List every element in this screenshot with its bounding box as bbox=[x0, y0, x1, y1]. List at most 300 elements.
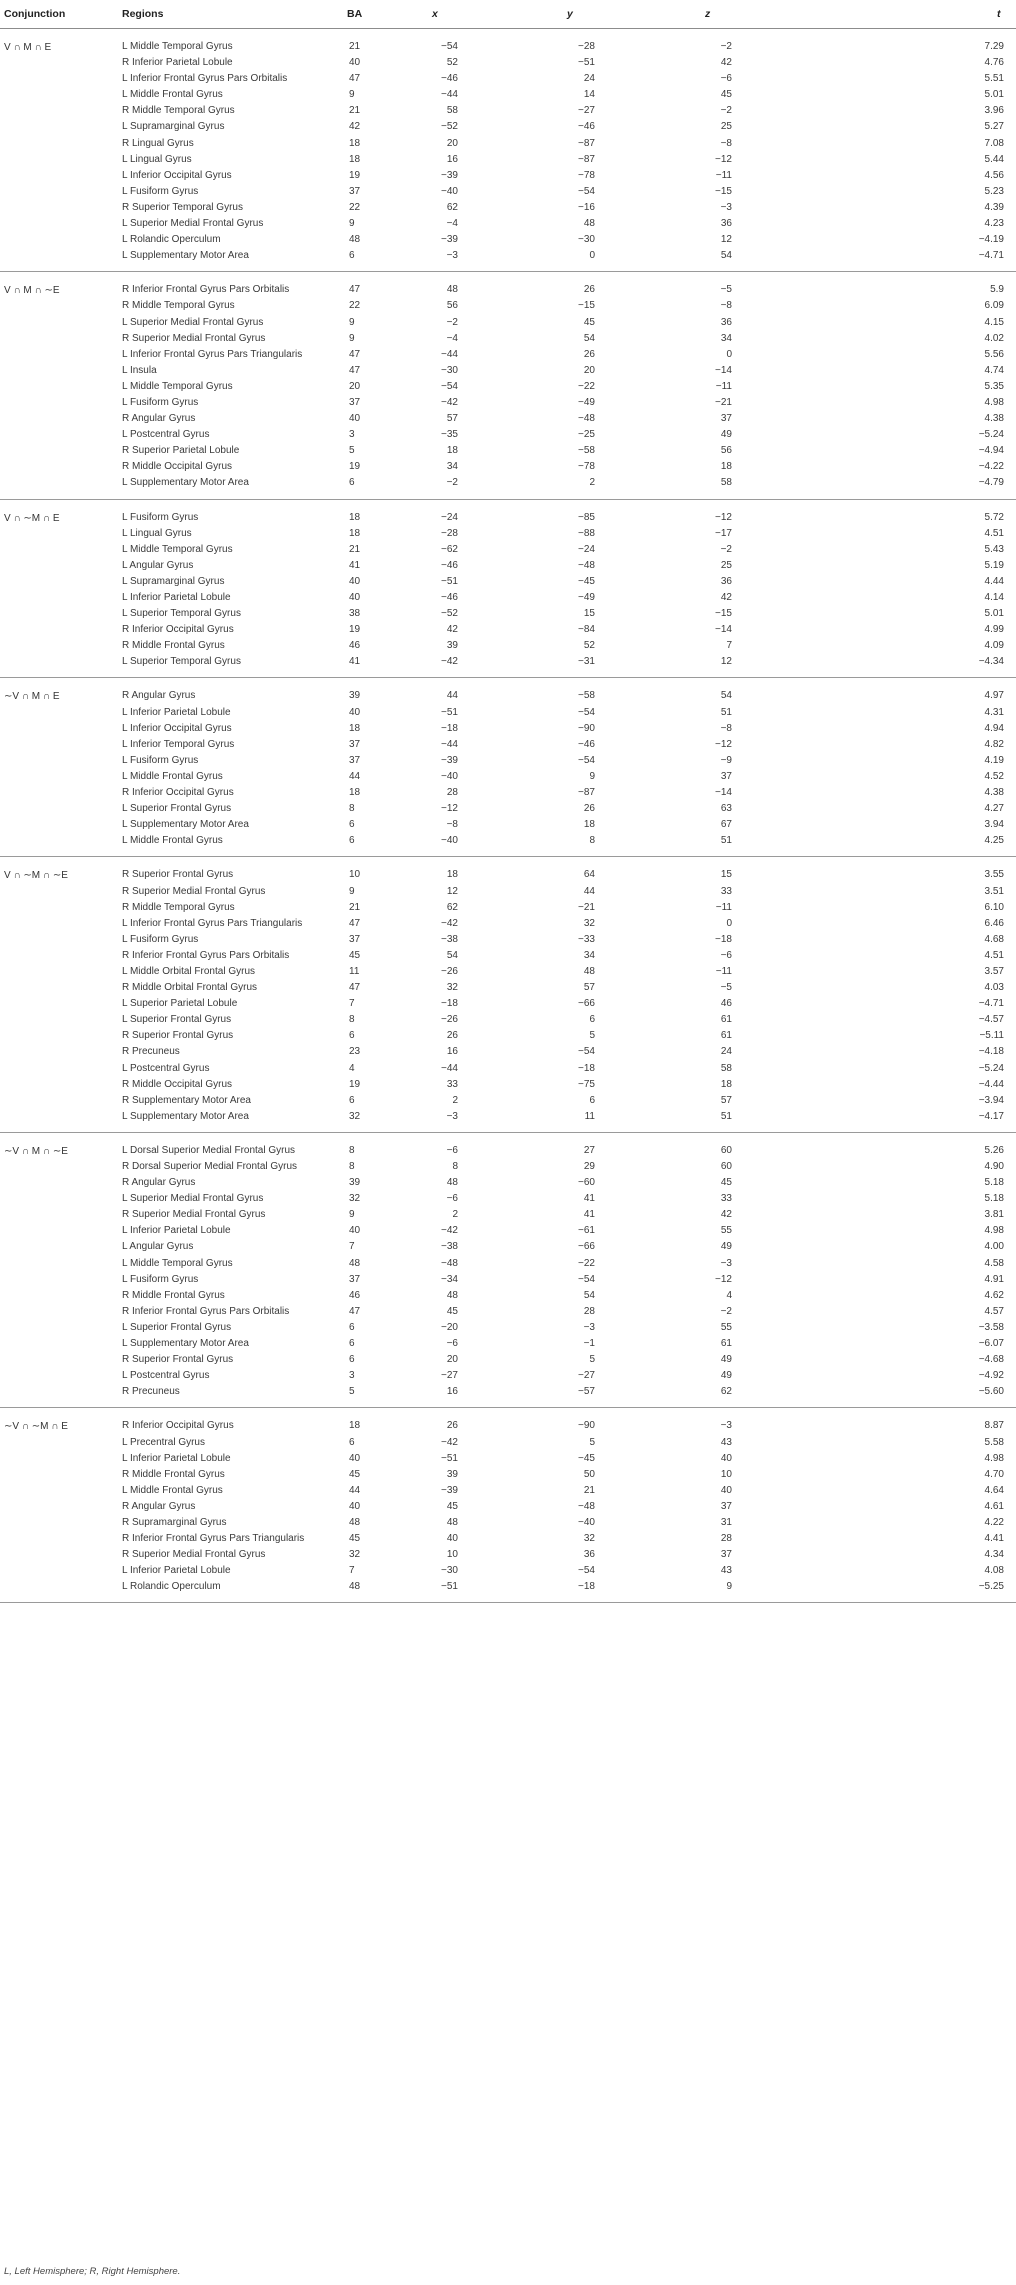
header-ba: BA bbox=[347, 8, 363, 20]
cell-y: −87 bbox=[578, 153, 595, 165]
cell-z: 15 bbox=[720, 869, 732, 881]
table-row bbox=[0, 427, 1016, 443]
cell-region: L Inferior Parietal Lobule bbox=[122, 1565, 231, 1577]
cell-ba: 18 bbox=[349, 153, 361, 165]
cell-ba: 32 bbox=[349, 1549, 361, 1561]
cell-y: 34 bbox=[583, 949, 595, 961]
cell-y: −88 bbox=[578, 527, 595, 539]
table-row bbox=[0, 1109, 1016, 1125]
table-row bbox=[0, 1256, 1016, 1272]
cell-t: −5.24 bbox=[978, 429, 1004, 441]
cell-t: 4.61 bbox=[984, 1500, 1004, 1512]
cell-x: −20 bbox=[441, 1321, 458, 1333]
cell-t: 4.94 bbox=[984, 722, 1004, 734]
cell-ba: 9 bbox=[349, 1209, 355, 1221]
cell-t: 3.81 bbox=[984, 1209, 1004, 1221]
table-row bbox=[0, 103, 1016, 119]
cell-t: 8.87 bbox=[984, 1420, 1004, 1432]
cell-region: L Middle Frontal Gyrus bbox=[122, 835, 223, 847]
cell-y: 48 bbox=[583, 965, 595, 977]
cell-region: L Supramarginal Gyrus bbox=[122, 575, 225, 587]
table-row bbox=[0, 315, 1016, 331]
cell-x: −18 bbox=[441, 998, 458, 1010]
table-row bbox=[0, 119, 1016, 135]
cell-region: L Inferior Parietal Lobule bbox=[122, 1452, 231, 1464]
table-row bbox=[0, 411, 1016, 427]
cell-z: −6 bbox=[720, 949, 732, 961]
cell-y: 29 bbox=[583, 1161, 595, 1172]
conjunction-group bbox=[0, 29, 1016, 272]
cell-x: 48 bbox=[446, 1177, 458, 1189]
conjunction-label: V ∩ M ∩ E bbox=[4, 42, 52, 53]
header-x: x bbox=[432, 8, 438, 20]
cell-region: L Fusiform Gyrus bbox=[122, 396, 199, 408]
cell-z: 40 bbox=[720, 1484, 732, 1496]
cell-x: −39 bbox=[441, 754, 458, 766]
table-row bbox=[0, 1191, 1016, 1207]
cell-region: R Superior Medial Frontal Gyrus bbox=[122, 885, 266, 897]
cell-y: 48 bbox=[583, 218, 595, 230]
cell-z: 37 bbox=[720, 413, 732, 425]
cell-y: 15 bbox=[583, 608, 595, 620]
cell-ba: 7 bbox=[349, 1565, 355, 1577]
conjunction-label: V ∩ ∼M ∩ E bbox=[4, 512, 60, 524]
cell-ba: 19 bbox=[349, 461, 361, 473]
cell-region: L Superior Medial Frontal Gyrus bbox=[122, 316, 264, 328]
cell-t: 5.56 bbox=[984, 348, 1004, 360]
cell-z: −15 bbox=[715, 608, 732, 620]
cell-t: 5.18 bbox=[984, 1177, 1004, 1189]
cell-x: −42 bbox=[441, 1225, 458, 1237]
cell-t: −4.34 bbox=[978, 656, 1004, 668]
cell-t: 5.51 bbox=[984, 73, 1004, 85]
cell-z: 58 bbox=[720, 477, 732, 489]
cell-y: −16 bbox=[578, 201, 595, 213]
cell-t: −4.57 bbox=[978, 1014, 1004, 1026]
cell-y: 2 bbox=[589, 477, 595, 489]
cell-region: L Inferior Parietal Lobule bbox=[122, 706, 231, 718]
cell-region: L Lingual Gyrus bbox=[122, 153, 192, 165]
cell-x: −52 bbox=[441, 121, 458, 133]
cell-region: L Fusiform Gyrus bbox=[122, 754, 199, 766]
cell-ba: 45 bbox=[349, 1468, 361, 1480]
table-row bbox=[0, 55, 1016, 71]
cell-x: −39 bbox=[441, 1484, 458, 1496]
cell-z: 61 bbox=[720, 1014, 732, 1026]
cell-region: L Superior Frontal Gyrus bbox=[122, 1321, 232, 1333]
cell-x: 26 bbox=[446, 1030, 458, 1042]
table-row bbox=[0, 688, 1016, 704]
cell-region: R Superior Frontal Gyrus bbox=[122, 1030, 234, 1042]
cell-y: −87 bbox=[578, 787, 595, 799]
table-row bbox=[0, 1175, 1016, 1191]
conjunction-group bbox=[0, 1408, 1016, 1603]
cell-z: 34 bbox=[720, 332, 732, 344]
cell-ba: 41 bbox=[349, 559, 361, 571]
cell-ba: 21 bbox=[349, 543, 361, 555]
cell-ba: 42 bbox=[349, 121, 361, 133]
cell-ba: 40 bbox=[349, 413, 361, 425]
cell-t: −4.19 bbox=[978, 234, 1004, 246]
cell-t: 7.08 bbox=[984, 137, 1004, 149]
cell-ba: 47 bbox=[349, 364, 361, 376]
cell-y: 28 bbox=[583, 1305, 595, 1317]
cell-region: L Superior Medial Frontal Gyrus bbox=[122, 1193, 264, 1205]
cell-x: 28 bbox=[446, 787, 458, 799]
cell-x: 16 bbox=[446, 1046, 458, 1058]
cell-z: −11 bbox=[715, 901, 732, 913]
cell-region: L Inferior Frontal Gyrus Pars Orbitalis bbox=[122, 73, 288, 85]
cell-ba: 40 bbox=[349, 1500, 361, 1512]
cell-ba: 5 bbox=[349, 445, 355, 457]
cell-x: 2 bbox=[452, 1094, 458, 1106]
cell-y: −49 bbox=[578, 396, 595, 408]
cell-z: −2 bbox=[720, 1305, 732, 1317]
table-row bbox=[0, 282, 1016, 298]
cell-x: −48 bbox=[441, 1257, 458, 1269]
cell-ba: 18 bbox=[349, 137, 361, 149]
cell-ba: 4 bbox=[349, 1062, 355, 1074]
table-row bbox=[0, 590, 1016, 606]
cell-t: 4.76 bbox=[984, 57, 1004, 69]
cell-ba: 19 bbox=[349, 1078, 361, 1090]
cell-y: −18 bbox=[578, 1062, 595, 1074]
cell-z: −14 bbox=[715, 364, 732, 376]
cell-z: 67 bbox=[720, 819, 732, 831]
cell-region: L Middle Temporal Gyrus bbox=[122, 543, 233, 555]
cell-x: −38 bbox=[441, 1241, 458, 1253]
cell-region: R Middle Frontal Gyrus bbox=[122, 1468, 225, 1480]
cell-y: −85 bbox=[578, 511, 595, 523]
cell-region: R Superior Medial Frontal Gyrus bbox=[122, 1549, 266, 1561]
cell-ba: 47 bbox=[349, 348, 361, 360]
cell-z: −5 bbox=[720, 982, 732, 994]
table-row bbox=[0, 606, 1016, 622]
conjunction-label: ∼V ∩ ∼M ∩ E bbox=[4, 1421, 68, 1433]
cell-x: 48 bbox=[446, 1516, 458, 1528]
cell-z: 46 bbox=[720, 998, 732, 1010]
cell-region: R Angular Gyrus bbox=[122, 1177, 196, 1189]
cell-x: 48 bbox=[446, 1289, 458, 1301]
cell-z: 24 bbox=[720, 1046, 732, 1058]
cell-z: 61 bbox=[720, 1030, 732, 1042]
table-header bbox=[0, 0, 1016, 29]
cell-t: 3.96 bbox=[984, 105, 1004, 117]
cell-ba: 3 bbox=[349, 429, 355, 441]
cell-z: 43 bbox=[720, 1565, 732, 1577]
cell-region: L Middle Temporal Gyrus bbox=[122, 380, 233, 392]
cell-ba: 10 bbox=[349, 869, 361, 881]
cell-region: L Postcentral Gyrus bbox=[122, 1370, 210, 1382]
cell-z: 25 bbox=[720, 121, 732, 133]
table-row bbox=[0, 916, 1016, 932]
cell-y: −24 bbox=[578, 543, 595, 555]
cell-z: −12 bbox=[715, 153, 732, 165]
cell-y: 5 bbox=[589, 1354, 595, 1366]
cell-ba: 6 bbox=[349, 1354, 355, 1366]
cell-ba: 22 bbox=[349, 300, 361, 312]
cell-t: 4.70 bbox=[984, 1468, 1004, 1480]
table-row bbox=[0, 1483, 1016, 1499]
cell-y: 0 bbox=[589, 250, 595, 262]
table-row bbox=[0, 801, 1016, 817]
cell-t: −4.68 bbox=[978, 1354, 1004, 1366]
cell-t: 4.64 bbox=[984, 1484, 1004, 1496]
cell-ba: 40 bbox=[349, 592, 361, 603]
cell-t: 4.38 bbox=[984, 787, 1004, 799]
cell-region: L Rolandic Operculum bbox=[122, 234, 221, 246]
cell-region: R Middle Frontal Gyrus bbox=[122, 1289, 225, 1301]
cell-x: −51 bbox=[441, 706, 458, 718]
cell-t: 4.58 bbox=[984, 1257, 1004, 1269]
cell-x: −42 bbox=[441, 396, 458, 408]
cell-t: 5.58 bbox=[984, 1436, 1004, 1448]
table-row bbox=[0, 459, 1016, 475]
cell-t: 4.56 bbox=[984, 169, 1004, 181]
cell-y: −27 bbox=[578, 1370, 595, 1382]
cell-region: L Supramarginal Gyrus bbox=[122, 121, 225, 133]
cell-region: R Superior Temporal Gyrus bbox=[122, 201, 243, 213]
cell-y: 41 bbox=[583, 1193, 595, 1205]
cell-region: L Angular Gyrus bbox=[122, 1241, 194, 1253]
cell-y: 5 bbox=[589, 1436, 595, 1448]
cell-y: 54 bbox=[583, 332, 595, 344]
cell-region: L Middle Frontal Gyrus bbox=[122, 770, 223, 782]
cell-y: −46 bbox=[578, 121, 595, 133]
cell-y: −78 bbox=[578, 461, 595, 473]
cell-t: 4.57 bbox=[984, 1305, 1004, 1317]
cell-t: −4.79 bbox=[978, 477, 1004, 489]
cell-region: L Inferior Parietal Lobule bbox=[122, 1225, 231, 1237]
cell-region: R Superior Frontal Gyrus bbox=[122, 1354, 234, 1366]
cell-region: L Middle Frontal Gyrus bbox=[122, 1484, 223, 1496]
table-row bbox=[0, 1044, 1016, 1060]
table-row bbox=[0, 654, 1016, 670]
cell-x: −12 bbox=[441, 803, 458, 815]
cell-z: −14 bbox=[715, 787, 732, 799]
cell-x: 42 bbox=[446, 624, 458, 636]
cell-z: 7 bbox=[726, 640, 732, 652]
cell-x: −8 bbox=[446, 819, 458, 831]
cell-t: 4.14 bbox=[984, 592, 1004, 603]
conjunction-group bbox=[0, 678, 1016, 857]
cell-z: 33 bbox=[720, 1193, 732, 1205]
cell-t: 5.18 bbox=[984, 1193, 1004, 1205]
cell-x: 57 bbox=[446, 413, 458, 425]
cell-z: 42 bbox=[720, 57, 732, 69]
cell-t: 4.98 bbox=[984, 396, 1004, 408]
cell-z: 55 bbox=[720, 1321, 732, 1333]
cell-ba: 6 bbox=[349, 250, 355, 262]
cell-z: −2 bbox=[720, 543, 732, 555]
table-row bbox=[0, 168, 1016, 184]
conjunction-label: V ∩ M ∩ ∼E bbox=[4, 285, 60, 297]
cell-t: 5.01 bbox=[984, 89, 1004, 101]
cell-region: L Superior Parietal Lobule bbox=[122, 998, 238, 1010]
cell-x: 18 bbox=[446, 869, 458, 881]
cell-z: 37 bbox=[720, 770, 732, 782]
cell-region: R Precuneus bbox=[122, 1386, 180, 1398]
cell-x: −2 bbox=[446, 316, 458, 328]
cell-z: −3 bbox=[720, 201, 732, 213]
cell-t: 4.31 bbox=[984, 706, 1004, 718]
cell-region: L Dorsal Superior Medial Frontal Gyrus bbox=[122, 1144, 296, 1156]
header-y: y bbox=[567, 8, 573, 20]
cell-x: 2 bbox=[452, 1209, 458, 1221]
cell-t: 4.23 bbox=[984, 218, 1004, 230]
cell-t: −4.71 bbox=[978, 998, 1004, 1010]
cell-z: −15 bbox=[715, 185, 732, 197]
table-row bbox=[0, 574, 1016, 590]
cell-y: 32 bbox=[583, 1533, 595, 1545]
cell-x: −42 bbox=[441, 917, 458, 929]
table-row bbox=[0, 996, 1016, 1012]
cell-ba: 40 bbox=[349, 1452, 361, 1464]
cell-t: −5.25 bbox=[978, 1581, 1004, 1593]
cell-ba: 7 bbox=[349, 998, 355, 1010]
cell-x: 39 bbox=[446, 640, 458, 652]
cell-y: 24 bbox=[583, 73, 595, 85]
cell-x: −34 bbox=[441, 1273, 458, 1285]
table-row bbox=[0, 443, 1016, 459]
table-row bbox=[0, 721, 1016, 737]
cell-ba: 40 bbox=[349, 1225, 361, 1237]
cell-ba: 18 bbox=[349, 511, 361, 523]
cell-z: 63 bbox=[720, 803, 732, 815]
cell-ba: 37 bbox=[349, 1273, 361, 1285]
cell-y: −48 bbox=[578, 1500, 595, 1512]
cell-region: R Middle Orbital Frontal Gyrus bbox=[122, 982, 258, 994]
table-row bbox=[0, 1320, 1016, 1336]
cell-z: 10 bbox=[720, 1468, 732, 1480]
cell-t: 5.27 bbox=[984, 121, 1004, 133]
cell-t: 3.57 bbox=[984, 965, 1004, 977]
cell-ba: 11 bbox=[349, 965, 360, 977]
cell-ba: 8 bbox=[349, 803, 355, 815]
cell-ba: 18 bbox=[349, 527, 361, 539]
cell-z: 54 bbox=[720, 690, 732, 702]
cell-x: −44 bbox=[441, 348, 458, 360]
cell-region: R Inferior Occipital Gyrus bbox=[122, 1420, 234, 1432]
table-row bbox=[0, 1418, 1016, 1434]
cell-y: −40 bbox=[578, 1516, 595, 1528]
cell-z: 56 bbox=[720, 445, 732, 457]
table-row bbox=[0, 526, 1016, 542]
cell-x: −39 bbox=[441, 234, 458, 246]
cell-y: −33 bbox=[578, 933, 595, 945]
conjunction-label: ∼V ∩ M ∩ E bbox=[4, 691, 60, 703]
cell-x: 20 bbox=[446, 137, 458, 149]
table-row bbox=[0, 1207, 1016, 1223]
cell-ba: 48 bbox=[349, 1516, 361, 1528]
cell-region: L Supplementary Motor Area bbox=[122, 1338, 249, 1350]
cell-z: 49 bbox=[720, 429, 732, 441]
cell-ba: 47 bbox=[349, 1305, 361, 1317]
table-row bbox=[0, 379, 1016, 395]
cell-t: 3.55 bbox=[984, 869, 1004, 881]
table-row bbox=[0, 1563, 1016, 1579]
cell-region: R Middle Frontal Gyrus bbox=[122, 640, 225, 652]
cell-ba: 39 bbox=[349, 690, 361, 702]
cell-y: −87 bbox=[578, 137, 595, 149]
cell-z: −11 bbox=[715, 169, 732, 181]
header-z: z bbox=[705, 8, 711, 20]
cell-x: 52 bbox=[446, 57, 458, 69]
cell-x: 56 bbox=[446, 300, 458, 312]
cell-x: −35 bbox=[441, 429, 458, 441]
cell-ba: 6 bbox=[349, 1030, 355, 1042]
cell-ba: 45 bbox=[349, 1533, 361, 1545]
cell-y: −54 bbox=[578, 754, 595, 766]
cell-y: −45 bbox=[578, 575, 595, 587]
cell-y: 32 bbox=[583, 917, 595, 929]
cell-ba: 44 bbox=[349, 1484, 361, 1496]
cell-ba: 47 bbox=[349, 982, 361, 994]
cell-ba: 18 bbox=[349, 1420, 361, 1432]
cell-t: 4.19 bbox=[984, 754, 1004, 766]
cell-y: 18 bbox=[583, 819, 595, 831]
table-row bbox=[0, 558, 1016, 574]
cell-x: −40 bbox=[441, 835, 458, 847]
cell-y: 64 bbox=[583, 869, 595, 881]
cell-x: −26 bbox=[441, 1014, 458, 1026]
cell-x: 39 bbox=[446, 1468, 458, 1480]
cell-y: −75 bbox=[578, 1078, 595, 1090]
cell-t: 4.15 bbox=[984, 316, 1004, 328]
cell-y: 50 bbox=[583, 1468, 595, 1480]
cell-z: −12 bbox=[715, 511, 732, 523]
cell-ba: 46 bbox=[349, 640, 361, 652]
cell-x: −38 bbox=[441, 933, 458, 945]
table-row bbox=[0, 948, 1016, 964]
cell-ba: 3 bbox=[349, 1370, 355, 1382]
cell-z: 55 bbox=[720, 1225, 732, 1237]
cell-y: −3 bbox=[583, 1321, 595, 1333]
cell-x: −30 bbox=[441, 364, 458, 376]
cell-x: −40 bbox=[441, 185, 458, 197]
cell-y: −66 bbox=[578, 998, 595, 1010]
cell-y: 21 bbox=[583, 1484, 595, 1496]
cell-t: 5.43 bbox=[984, 543, 1004, 555]
table-row bbox=[0, 932, 1016, 948]
cell-z: 36 bbox=[720, 316, 732, 328]
cell-y: −46 bbox=[578, 738, 595, 750]
cell-t: 5.44 bbox=[984, 153, 1004, 165]
cell-region: L Rolandic Operculum bbox=[122, 1581, 221, 1593]
cell-region: L Fusiform Gyrus bbox=[122, 933, 199, 945]
cell-ba: 9 bbox=[349, 89, 355, 101]
cell-y: −66 bbox=[578, 1241, 595, 1253]
cell-region: L Postcentral Gyrus bbox=[122, 429, 210, 441]
table-row bbox=[0, 1304, 1016, 1320]
cell-y: −51 bbox=[578, 57, 595, 69]
cell-y: 54 bbox=[583, 1289, 595, 1301]
cell-t: 4.22 bbox=[984, 1516, 1004, 1528]
cell-region: R Superior Parietal Lobule bbox=[122, 445, 240, 457]
cell-ba: 18 bbox=[349, 722, 361, 734]
cell-ba: 48 bbox=[349, 234, 361, 246]
cell-ba: 20 bbox=[349, 380, 361, 392]
cell-ba: 6 bbox=[349, 1094, 355, 1106]
cell-region: R Inferior Parietal Lobule bbox=[122, 57, 233, 69]
cell-t: 4.51 bbox=[984, 949, 1004, 961]
cell-t: −4.18 bbox=[978, 1046, 1004, 1058]
cell-z: 37 bbox=[720, 1500, 732, 1512]
cell-t: −4.92 bbox=[978, 1370, 1004, 1382]
header-t: t bbox=[997, 8, 1001, 20]
cell-x: −42 bbox=[441, 656, 458, 668]
cell-y: 26 bbox=[583, 348, 595, 360]
